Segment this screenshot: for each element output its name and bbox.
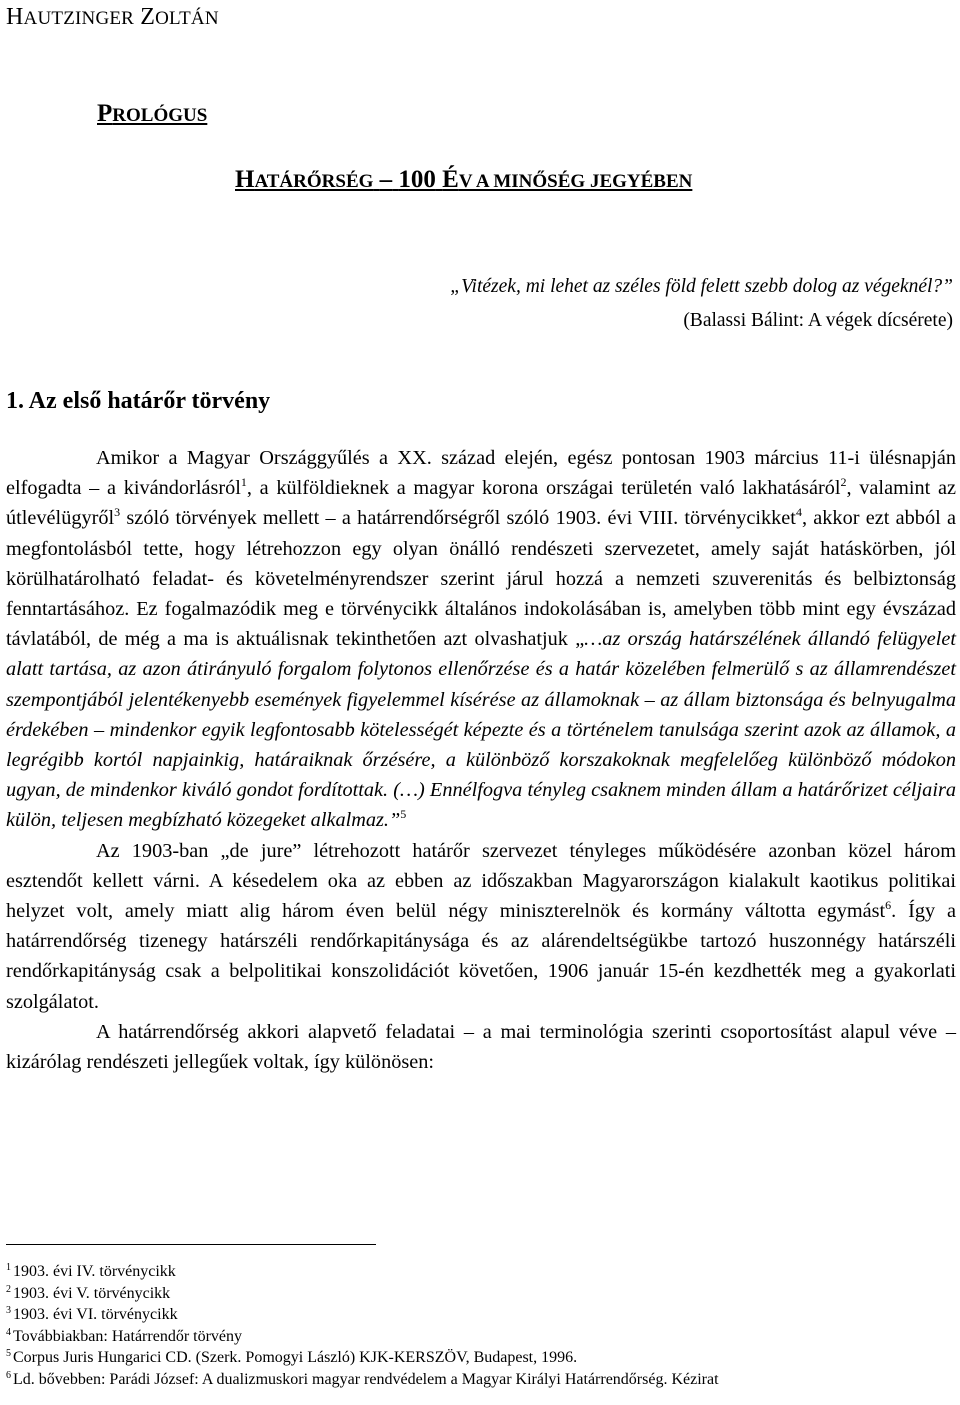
paragraph-2 (6, 836, 956, 1017)
footnote (6, 1326, 956, 1348)
prologue-initial: P (97, 100, 113, 127)
footnote-number: 1 (6, 1262, 11, 1273)
footnote-text: 1903. évi VI. törvénycikk (13, 1306, 178, 1324)
footnotes (6, 1261, 956, 1391)
p1-text-2: , a külföldieknek a magyar korona országai területén való lakhatásáról (246, 477, 841, 500)
footnote (6, 1347, 956, 1369)
footnote-number: 3 (6, 1305, 11, 1317)
epigraph (450, 270, 953, 338)
document-title (235, 166, 692, 194)
footnote-number: 4 (6, 1326, 11, 1338)
footnote-number: 6 (6, 1369, 11, 1381)
footnote-ref-2: 2 (840, 475, 847, 490)
title-initial-2: É (442, 166, 459, 193)
footnote-separator (6, 1244, 376, 1245)
footnote (6, 1369, 956, 1391)
prologue-rest: ROLÓGUS (112, 105, 208, 126)
p1-quotation: …az ország határszélének állandó felügyelet alatt tartása, az azon átirányuló forgalom folytonos ellenőrzése és a határ közelében felmerülő s az államrendészet szempontjából jelentékenyebb események figyelemmel kísérése az államoknak – az állam biztonsága és belnyugalma érdekében – mindenkor egyik legfontosabb kötelességét képezte és a történelem tanulsága szerint azok az államok, a legrégibb kortól napjainkig, határaiknak őrzésére, a különböző korszakoknak megfelelőeg különböző módokon ugyan, de mindenkor kiváló gondot fordítottak. (…) Ennélfogva tényleg csaknem minden állam a határőrizet céljaira külön, teljesen megbízható közegeket alkalmaz.” (6, 628, 956, 832)
p3-text-1: A határrendőrség akkori alapvető feladatai – a mai terminológia szerinti csoportosítást alapul véve – kizárólag rendészeti jellegűek voltak, így különösen: (6, 1020, 956, 1074)
footnote-text: Továbbiakban: Határrendőr törvény (13, 1327, 243, 1345)
footnote-number: 2 (6, 1283, 11, 1295)
footnote-text: Ld. bővebben: Parádi József: A dualizmuskori magyar rendvédelem a Magyar Királyi Határrendőrség. Kézirat (13, 1370, 719, 1388)
p2-text-1: Az 1903-ban „de jure” létrehozott határőr szervezet tényleges működésére azonban közel három esztendőt kellett várni. A késedelem oka az ebben az időszakban Magyarországon kialakult kaotikus politikai helyzet volt, amely miatt alig három éven belül négy miniszterelnök és kormány váltotta egymást (6, 839, 956, 923)
footnote-text: Corpus Juris Hungarici CD. (Szerk. Pomogyi László) KJK-KERSZÖV, Budapest, 1996. (13, 1349, 578, 1367)
section-heading: 1. Az első határőr törvény (6, 388, 271, 414)
footnote-text: 1903. évi V. törvénycikk (13, 1284, 171, 1302)
footnote-number: 5 (6, 1348, 11, 1360)
footnote (6, 1283, 956, 1305)
footnote-text: 1903. évi IV. törvénycikk (13, 1263, 176, 1280)
title-number: 100 (398, 166, 436, 193)
p1-text-4: szóló törvények mellett – a határrendőrségről szóló 1903. évi VIII. törvénycikket (120, 507, 796, 530)
epigraph-source: (Balassi Bálint: A végek dícsérete) (683, 310, 953, 331)
author-name (6, 4, 219, 31)
title-word-1: ATÁRŐRSÉG (254, 171, 374, 192)
footnote (6, 1261, 956, 1283)
footnote-ref-6: 6 (885, 898, 892, 913)
title-word-2: V A MINŐSÉG JEGYÉBEN (458, 171, 693, 192)
p2-text-2: . Így a határrendőrség tizenegy határszéli rendőrkapitánysága és az alárendeltségükbe tartozó huszonnégy határszéli rendőrkapitányság csak a belpolitikai konszolidációt követően, 1906 január 15-én kezdhették meg a gyakorlati szolgálatot. (6, 900, 957, 1013)
prologue-heading (97, 100, 207, 128)
footnote-ref-4: 4 (795, 505, 802, 520)
footnote (6, 1304, 956, 1326)
paragraph-1 (6, 443, 956, 836)
author-given-initial: Z (140, 4, 156, 30)
author-surname-rest: AUTZINGER (23, 8, 135, 29)
footnote-ref-1: 1 (240, 475, 247, 490)
title-initial: H (235, 166, 255, 193)
p1-text-5: , akkor ezt abból a megfontolásból tette, hogy létrehozzon egy olyan önálló rendészeti szervezetet, amely saját hatáskörben, jól körülhatárolható feladat- és követelményrendszer szerint járul hozzá a nemzeti szuverenitás és belbiztonság fenntartásához. Ez fogalmazódik meg e törvénycikk általános indokolásában is, amelyben több mint egy évszázad távlatából, de még a ma is aktuálisnak tekinthetően azt olvashatjuk „ (6, 507, 956, 651)
title-dash: – (379, 166, 393, 193)
body-text (6, 443, 956, 1077)
paragraph-3 (6, 1017, 956, 1077)
footnote-ref-3: 3 (114, 505, 121, 520)
p1-text-1: Amikor a Magyar Országgyűlés a XX. század elején, egész pontosan 1903 március 11-i ülésnapján elfogadta – a kivándorlásról (6, 447, 956, 500)
p1-text-3: , valamint az útlevélügyről (6, 477, 956, 530)
footnote-ref-5: 5 (400, 807, 407, 822)
author-given-rest: OLTÁN (155, 8, 219, 29)
epigraph-quote: „Vitézek, mi lehet az széles föld felett szebb dolog az végeknél?” (450, 276, 953, 297)
author-initial: H (6, 4, 24, 30)
